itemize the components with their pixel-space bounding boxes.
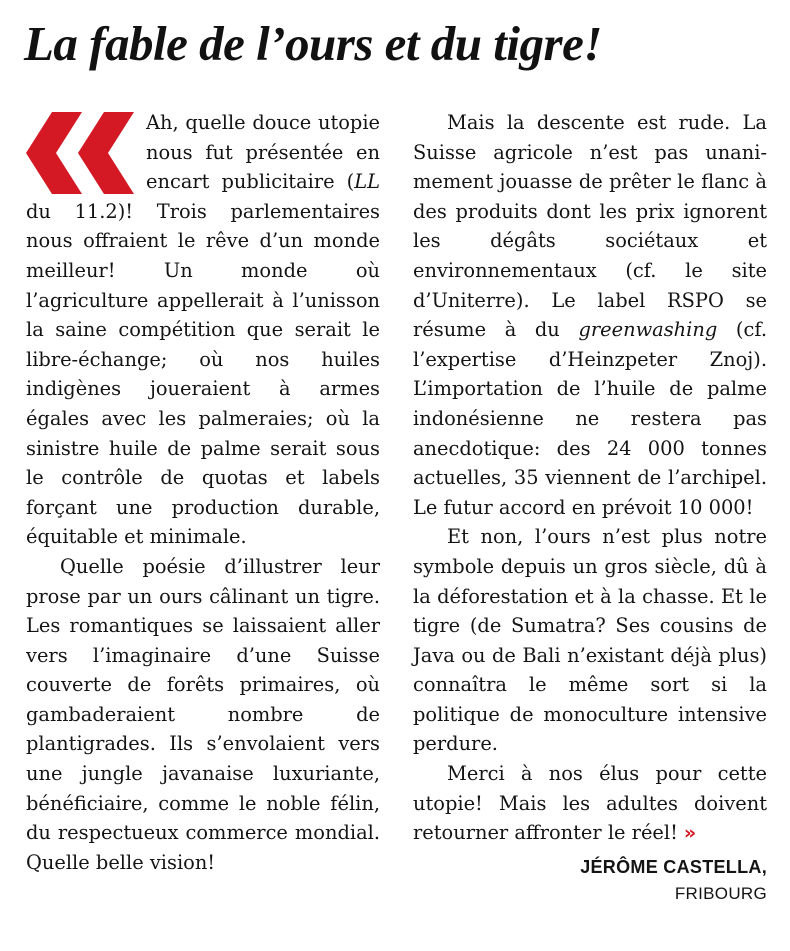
right-p1-italic: greenwashing (578, 318, 718, 342)
right-paragraph-1 (413, 108, 767, 522)
right-p1-text-b: (cf. l’expertise d’Heinzpeter Znoj). L’importation de l’huile de palme indonésienne ne restera pas anecdotique: des 24 000 tonnes actuelles, 35 viennent de l’archipel. Le futur accord en prévoit 10 000! (413, 318, 767, 519)
author-name: JÉRÔME CASTELLA, (580, 856, 767, 877)
left-column (26, 108, 380, 877)
left-p1-italic: LL (354, 170, 380, 194)
right-p3-text: Merci à nos élus pour cette utopie! Mais les adultes doivent retourner affronter le réel! (413, 762, 767, 845)
left-paragraph-2: Quelle poésie d’illustrer leur prose par un ours câlinant un tigre. Les romantiques se laissaient aller vers l’imaginaire d’une Suisse couverte de forêts primaires, où gambaderaient nombre de plantigrades. Ils s’envolaient vers une jungle javanaise luxuriante, bénéficiaire, comme le noble félin, du respectueux commerce mondial. Quelle belle vision! (26, 554, 380, 874)
author-city: FRIBOURG (674, 883, 767, 903)
signature (413, 853, 767, 907)
right-p1-text-a: Mais la descente est rude. La Suisse agricole n’est pas unanimement jouasse de prêter le flanc à des produits dont les prix ignorent les dégâts sociétaux et environnementaux (cf. le site d’Uniterre). Le label RSPO se résume à du (413, 111, 767, 342)
left-p1-text-a: Ah, quelle douce utopie nous fut présentée en encart publicitaire ( (146, 111, 380, 194)
right-column (413, 108, 767, 907)
right-paragraph-3 (413, 759, 767, 849)
headline: La fable de l’ours et du tigre! (24, 16, 602, 71)
end-chevron-icon: » (683, 822, 697, 845)
right-paragraph-2: Et non, l’ours n’est plus notre symbole depuis un gros siècle, dû à la déforestation et à la chasse. Et le tigre (de Sumatra? Ses cousins de Java ou de Bali n’existant déjà plus) connaîtra le même sort si la politique de monoculture intensive perdure. (413, 525, 767, 756)
quote-chevron-icon (26, 112, 138, 194)
left-p1-text-b: du 11.2)! Trois parlementaires nous offraient le rêve d’un monde meilleur! Un monde où l’agriculture appellerait à l’unisson la saine compétition que serait le libre-échange; où nos huiles indigènes joueraient à armes égales avec les palmeraies; où la sinistre huile de palme serait sous le contrôle de quotas et labels forçant une production durable, équitable et minimale. (26, 199, 380, 549)
